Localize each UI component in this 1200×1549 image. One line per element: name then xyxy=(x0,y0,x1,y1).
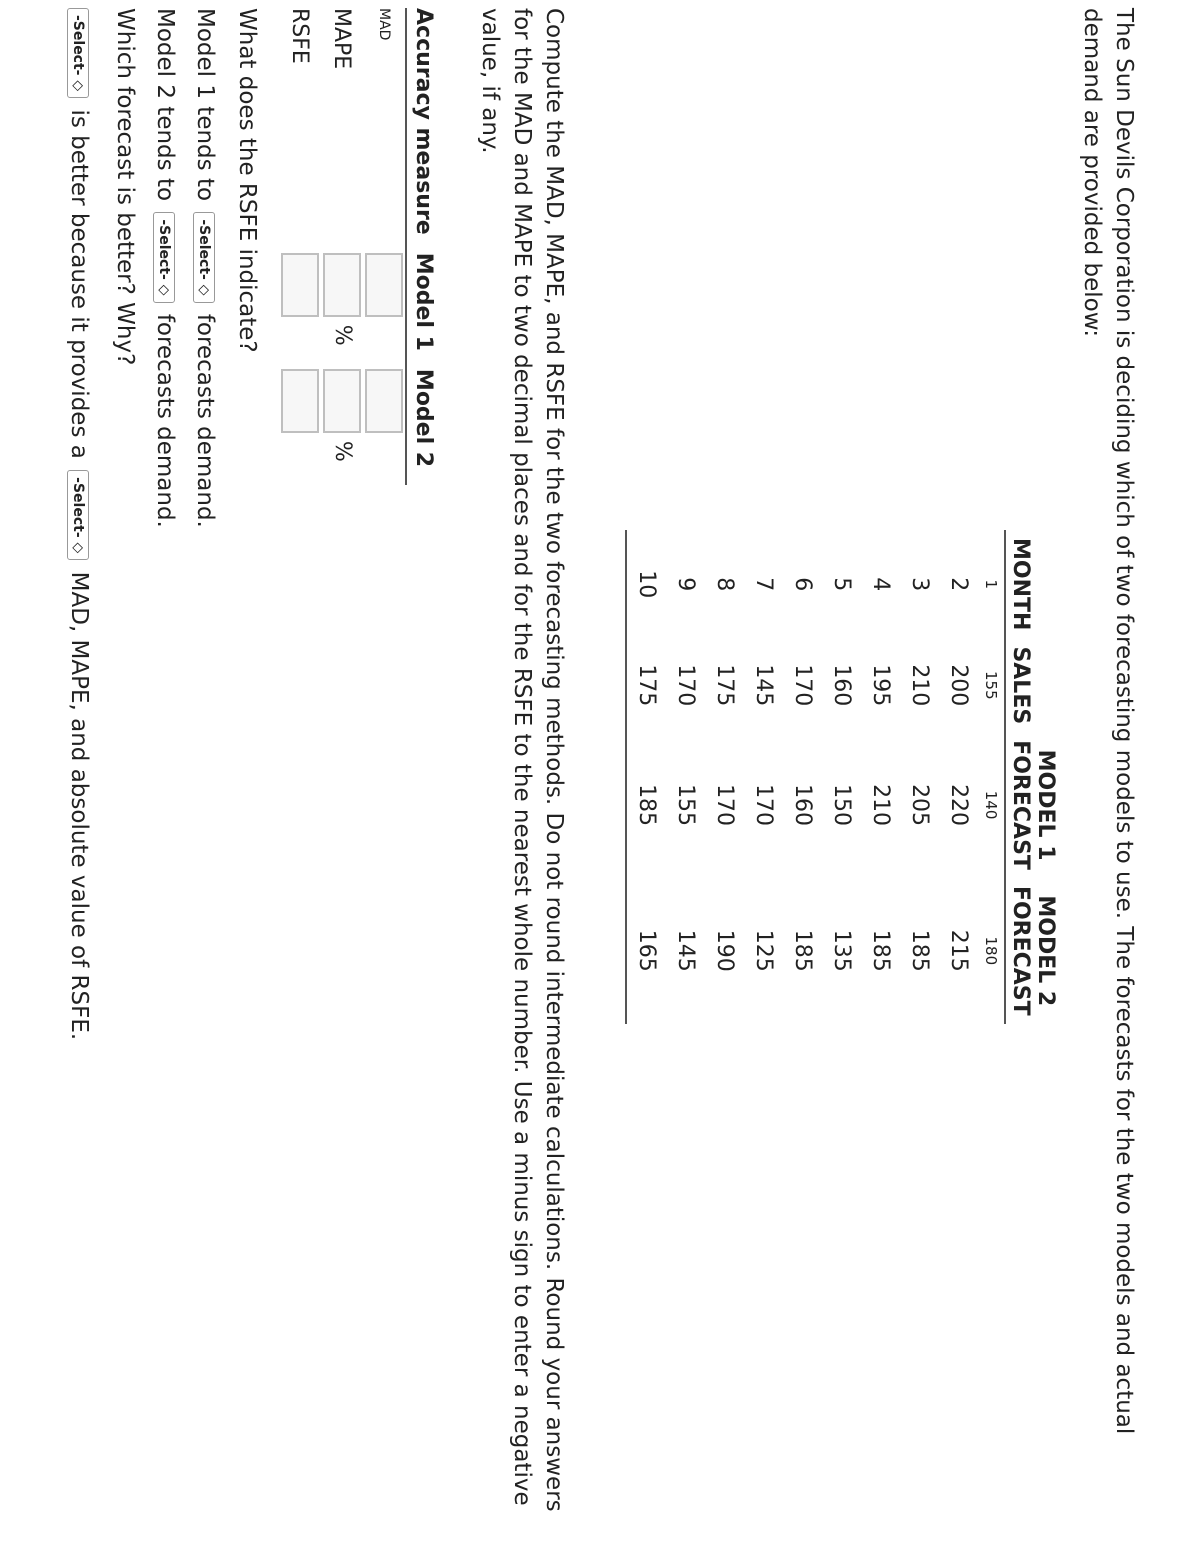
sales-cell: 160 xyxy=(829,664,854,707)
blank-header xyxy=(1033,638,1060,732)
blank-header xyxy=(1033,530,1060,638)
mape-model1-input[interactable] xyxy=(323,253,361,317)
month-cell: 1 xyxy=(982,579,1000,589)
model2-cell: 185 xyxy=(868,929,893,972)
rsfe-label: RSFE xyxy=(287,8,313,64)
model1-bias-select[interactable] xyxy=(194,212,216,302)
model1-cell: 220 xyxy=(946,784,971,827)
model1-sentence xyxy=(192,8,218,528)
table-row xyxy=(626,530,666,1024)
model1-cell: 185 xyxy=(626,732,666,878)
model1-group-header: MODEL 1 xyxy=(1033,749,1058,861)
final-suffix: MAD, MAPE, and absolute value of RSFE. xyxy=(66,571,92,1041)
model2-cell: 135 xyxy=(829,929,854,972)
model2-cell: 190 xyxy=(712,929,737,972)
table-row xyxy=(783,530,822,1024)
sales-cell: 175 xyxy=(712,664,737,707)
model1-cell: 155 xyxy=(673,784,698,827)
rsfe-model1-input[interactable] xyxy=(281,253,319,317)
month-cell: 3 xyxy=(907,577,932,592)
month-cell: 9 xyxy=(673,577,698,592)
mad-row xyxy=(363,8,406,485)
table-row xyxy=(900,530,939,1024)
rsfe-model2-input[interactable] xyxy=(281,369,319,433)
model1-cell: 150 xyxy=(829,784,854,827)
col-model2-forecast-header: FORECAST xyxy=(1005,878,1033,1024)
table-row xyxy=(939,530,978,1024)
chevron-updown-icon: ◇ xyxy=(70,542,87,554)
model2-suffix: forecasts demand. xyxy=(152,313,178,528)
month-cell: 10 xyxy=(626,530,666,638)
model1-header: Model 1 xyxy=(406,253,440,369)
mad-model2-input[interactable] xyxy=(365,369,403,433)
mape-row xyxy=(321,8,363,485)
month-cell: 5 xyxy=(829,577,854,592)
model2-cell: 215 xyxy=(946,929,971,972)
month-cell: 4 xyxy=(868,577,893,592)
month-cell: 7 xyxy=(751,577,776,592)
select-label: -Select- xyxy=(70,15,87,76)
sales-cell: 195 xyxy=(868,664,893,707)
select-label: -Select- xyxy=(70,477,87,538)
chevron-updown-icon: ◇ xyxy=(196,284,213,296)
model1-cell: 140 xyxy=(982,790,1000,820)
sales-cell: 200 xyxy=(946,664,971,707)
model2-cell: 180 xyxy=(982,936,1000,966)
model1-cell: 210 xyxy=(868,784,893,827)
final-sentence xyxy=(66,8,92,1040)
model1-prefix: Model 1 tends to xyxy=(192,8,218,202)
model2-group-header: MODEL 2 xyxy=(1033,895,1058,1007)
sales-cell: 145 xyxy=(751,664,776,707)
rsfe-question: What does the RSFE indicate? xyxy=(234,8,260,353)
model2-cell: 185 xyxy=(907,929,932,972)
chevron-updown-icon: ◇ xyxy=(156,284,173,296)
chevron-updown-icon: ◇ xyxy=(70,80,87,92)
model1-cell: 205 xyxy=(907,784,932,827)
model1-suffix: forecasts demand. xyxy=(192,313,218,528)
intro-text: The Sun Devils Corporation is deciding which of two forecasting models to use. The forecasts for the two models and actual demand are provided below: xyxy=(1079,8,1137,1435)
better-question: Which forecast is better? Why? xyxy=(112,8,138,366)
model2-sentence xyxy=(152,8,178,528)
month-cell: 6 xyxy=(790,577,815,592)
model2-cell: 165 xyxy=(626,878,666,1024)
select-label: -Select- xyxy=(196,219,213,280)
better-model-select[interactable] xyxy=(68,8,90,98)
month-cell: 2 xyxy=(946,577,971,592)
accuracy-table xyxy=(279,8,440,485)
table-row xyxy=(666,530,705,1024)
col-model1-forecast-header: FORECAST xyxy=(1005,732,1033,878)
col-month-header: MONTH xyxy=(1005,530,1033,638)
model2-cell: 185 xyxy=(790,929,815,972)
mad-label: MAD xyxy=(376,8,392,41)
percent-sign: % xyxy=(330,440,355,462)
model2-cell: 125 xyxy=(751,929,776,972)
table-row xyxy=(744,530,783,1024)
final-middle: is better because it provides a xyxy=(66,109,92,459)
month-cell: 8 xyxy=(712,577,737,592)
mape-model2-input[interactable] xyxy=(323,369,361,433)
model2-cell: 145 xyxy=(673,929,698,972)
instructions-text: Compute the MAD, MAPE, and RSFE for the two forecasting methods. Do not round intermediate calculations. Round your answers for the MAD and MAPE to two decimal places and for the RSFE to the nearest whole number. Use a minus sign to enter a negative value, if any. xyxy=(477,8,567,1512)
model2-prefix: Model 2 tends to xyxy=(152,8,178,202)
mape-label: MAPE xyxy=(329,8,355,70)
sales-cell: 155 xyxy=(982,671,1000,700)
rsfe-row xyxy=(279,8,321,485)
mad-model1-input[interactable] xyxy=(365,253,403,317)
sales-cell: 170 xyxy=(673,664,698,707)
sales-cell: 170 xyxy=(790,664,815,707)
model1-cell: 170 xyxy=(712,784,737,827)
select-label: -Select- xyxy=(156,219,173,280)
model2-bias-select[interactable] xyxy=(154,212,176,302)
accuracy-measure-header: Accuracy measure xyxy=(406,8,440,253)
model2-header: Model 2 xyxy=(406,369,440,485)
table-row xyxy=(978,530,1005,1024)
table-row xyxy=(861,530,900,1024)
sales-cell: 175 xyxy=(626,638,666,732)
error-size-select[interactable] xyxy=(68,470,90,560)
percent-sign: % xyxy=(330,324,355,346)
table-row xyxy=(705,530,744,1024)
table-row xyxy=(822,530,861,1024)
model1-cell: 160 xyxy=(790,784,815,827)
sales-cell: 210 xyxy=(907,664,932,707)
col-sales-header: SALES xyxy=(1005,638,1033,732)
model1-cell: 170 xyxy=(751,784,776,827)
demand-table xyxy=(625,530,1060,1024)
